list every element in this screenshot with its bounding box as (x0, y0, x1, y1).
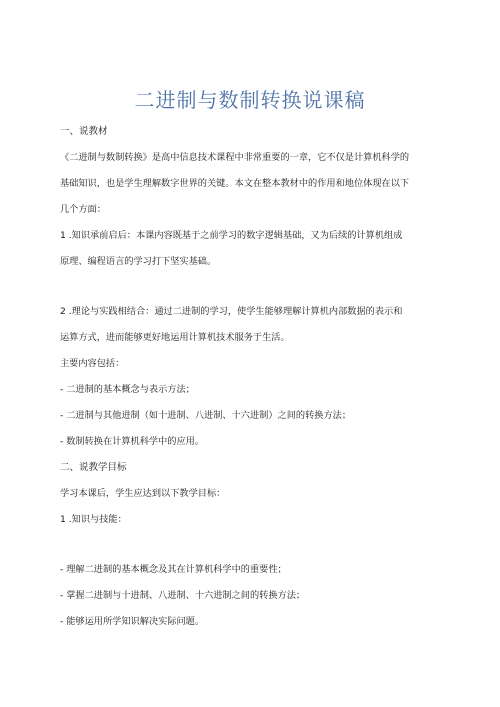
document-title: 二进制与数制转换说课稿 (134, 88, 366, 112)
paragraph-line: 学习本课后，学生应达到以下教学目标： (60, 488, 226, 499)
paragraph-line: 基础知识，也是学生理解数字世界的关键。本文在整本教材中的作用和地位体现在以下 (60, 178, 410, 189)
bullet-line: - 数制转换在计算机科学中的应用。 (60, 436, 205, 447)
bullet-line: - 掌握二进制与十进制、八进制、十六进制之间的转换方法； (60, 590, 306, 601)
bullet-line: - 二进制的基本概念与表示方法； (60, 384, 195, 395)
bullet-line: - 理解二进制的基本概念及其在计算机科学中的重要性； (60, 564, 287, 575)
list-item-line: 运算方式，进而能够更好地运用计算机技术服务于生活。 (60, 332, 290, 343)
paragraph-line: 《二进制与数制转换》是高中信息技术课程中非常重要的一章，它不仅是计算机科学的 (60, 152, 410, 163)
section-heading-teaching-material: 一、说教材 (60, 126, 108, 137)
bullet-line: - 二进制与其他进制（如十进制、八进制、十六进制）之间的转换方法； (60, 410, 352, 421)
bullet-line: - 能够运用所学知识解决实际问题。 (60, 616, 205, 627)
list-item-line: 1 .知识与技能： (60, 514, 127, 525)
paragraph-line: 几个方面： (60, 204, 106, 215)
list-item-line: 2 .理论与实践相结合：通过二进制的学习，使学生能够理解计算机内部数据的表示和 (60, 306, 403, 317)
paragraph-line: 主要内容包括： (60, 358, 125, 369)
list-item-line: 1 .知识承前启后：本课内容既基于之前学习的数字逻辑基础，又为后续的计算机组成 (60, 230, 403, 241)
list-item-line: 原理、编程语言的学习打下坚实基础。 (60, 256, 217, 267)
section-heading-teaching-goals: 二、说教学目标 (60, 462, 127, 473)
